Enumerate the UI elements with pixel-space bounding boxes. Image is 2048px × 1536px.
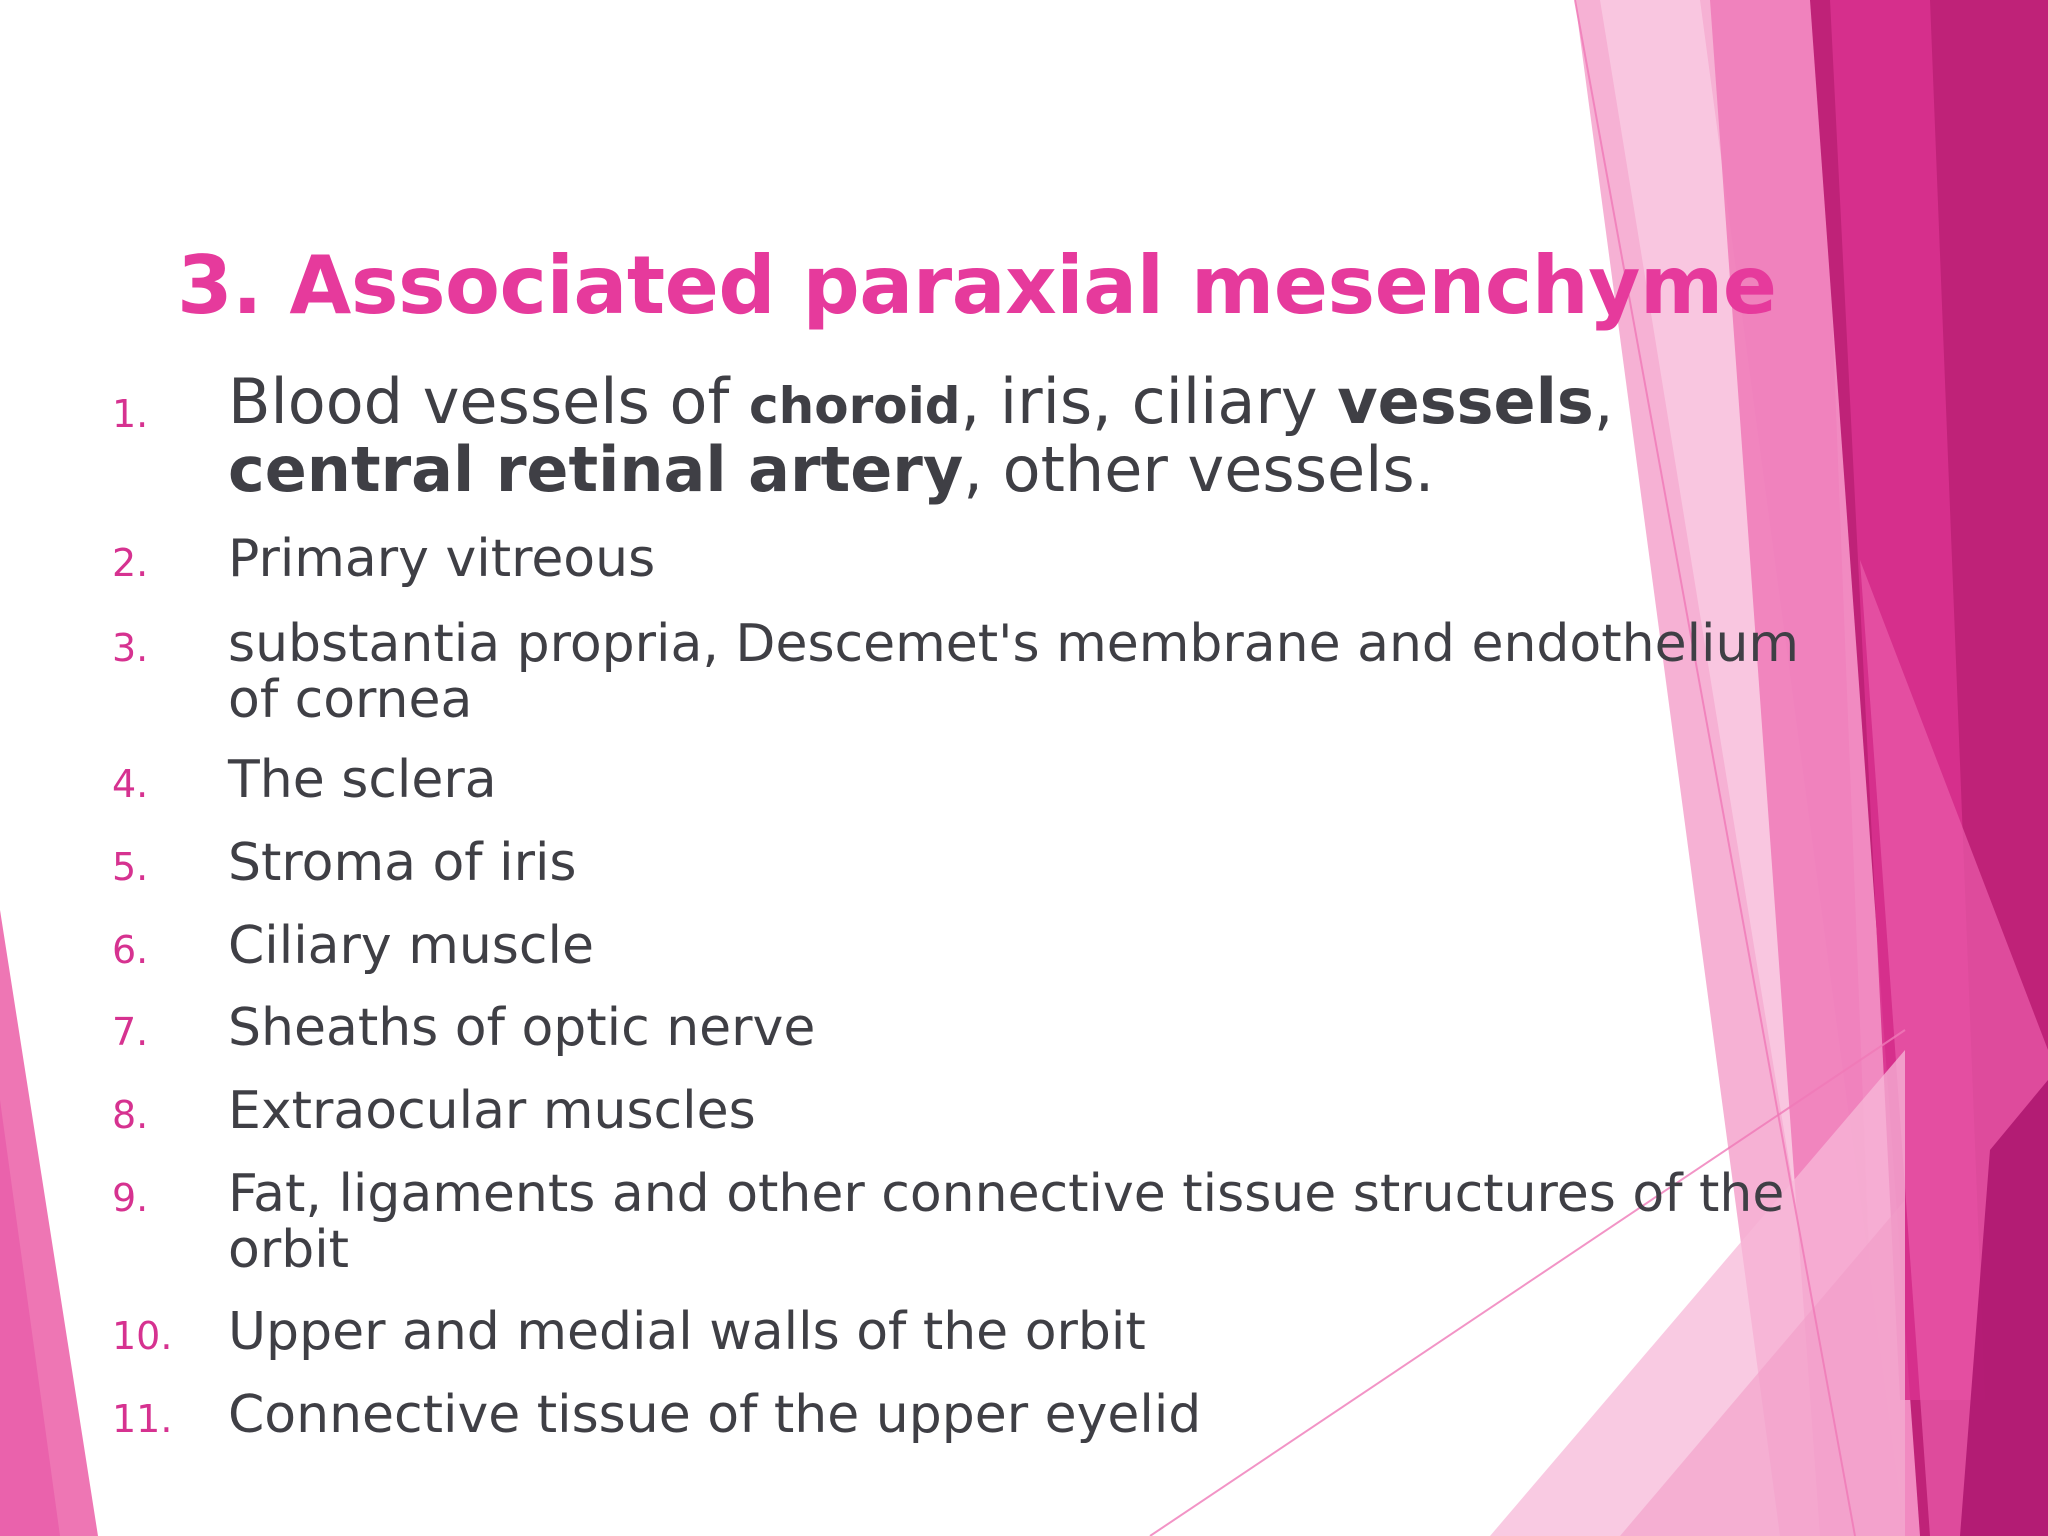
- item-text: Upper and medial walls of the orbit: [228, 1302, 1146, 1362]
- item-text: substantia propria, Descemet's membrane and endothelium of cornea: [228, 614, 1800, 730]
- item-number: 6.: [112, 928, 149, 972]
- item-text: Stroma of iris: [228, 833, 577, 893]
- item-number: 3.: [112, 626, 149, 670]
- item-number: 10.: [112, 1314, 173, 1358]
- item-number: 9.: [112, 1176, 149, 1220]
- item-number: 11.: [112, 1397, 173, 1441]
- item-text: Connective tissue of the upper eyelid: [228, 1385, 1202, 1445]
- item-number: 2.: [112, 541, 149, 585]
- item-text: Sheaths of optic nerve: [228, 998, 816, 1058]
- item-number: 5.: [112, 845, 149, 889]
- slide-title: 3. Associated paraxial mesenchyme: [177, 239, 1777, 332]
- item-number: 4.: [112, 762, 149, 806]
- item-number: 1.: [112, 392, 149, 436]
- item-number: 7.: [112, 1010, 149, 1054]
- item-text: Ciliary muscle: [228, 916, 594, 976]
- item-number: 8.: [112, 1093, 149, 1137]
- item-text: Extraocular muscles: [228, 1081, 756, 1141]
- item-text: Fat, ligaments and other connective tissue structures of the orbit: [228, 1164, 1785, 1280]
- item-text: The sclera: [228, 750, 497, 810]
- item-text: Blood vessels of choroid, iris, ciliary vessels, central retinal artery, other vessels.: [228, 365, 1614, 506]
- item-text: Primary vitreous: [228, 529, 656, 589]
